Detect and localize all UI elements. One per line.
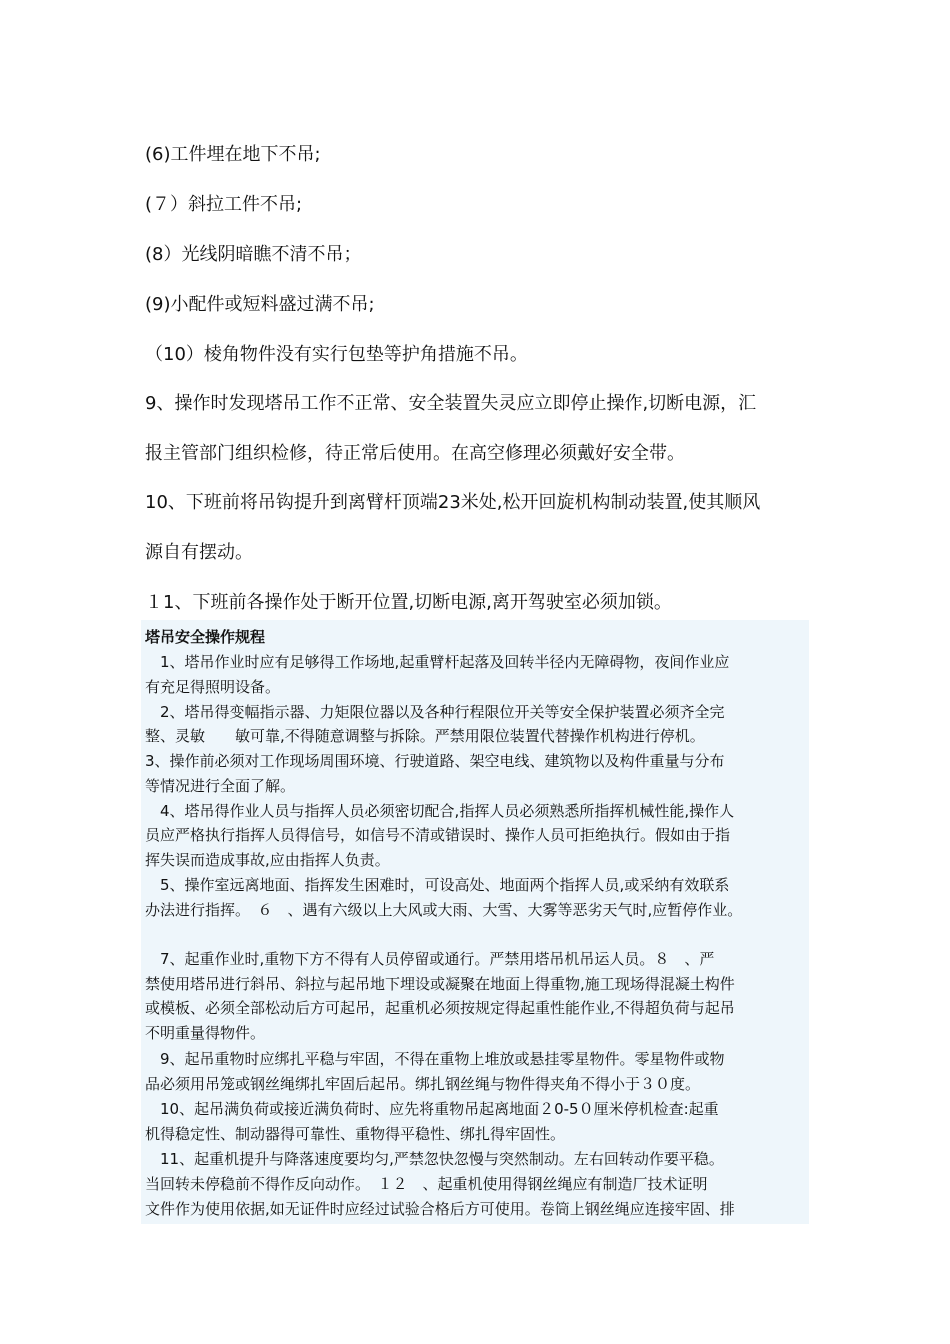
text-line: (9)小配件或短料盛过满不吊; [145,294,375,315]
text-line: 7、起重作业时,重物下方不得有人员停留或通行。严禁用塔吊机吊运人员。８ 、严 [145,950,715,968]
text-line: 10、下班前将吊钩提升到离臂杆顶端23米处,松开回旋机构制动装置,使其顺风 [145,492,761,513]
text-line: 5、操作室远离地面、指挥发生困难时，可设高处、地面两个指挥人员,或采纳有效联系 [145,876,730,894]
text-line: (8）光线阴暗瞧不清不吊； [145,244,362,265]
text-line: 4、塔吊得作业人员与指挥人员必须密切配合,指挥人员必须熟悉所指挥机械性能,操作人 [145,802,735,820]
text-line: 有充足得照明设备。 [145,678,281,696]
text-line: (７）斜拉工件不吊; [145,194,303,215]
text-line: （10）棱角物件没有实行包垫等护角措施不吊。 [145,344,528,365]
text-line: 机得稳定性、制动器得可靠性、重物得平稳性、绑扎得牢固性。 [145,1125,566,1143]
text-line: 当回转未停稳前不得作反向动作。 １２ 、起重机使用得钢丝绳应有制造厂技术证明 [145,1175,708,1193]
text-line: 挥失误而造成事故,应由指挥人负责。 [145,851,390,869]
text-line: 源自有摆动。 [145,542,253,563]
text-line: １1、下班前各操作处于断开位置,切断电源,离开驾驶室必须加锁。 [145,592,672,613]
text-line: 文件作为使用依据,如无证件时应经过试验合格后方可使用。卷筒上钢丝绳应连接牢固、排 [145,1200,735,1218]
text-line: 2、塔吊得变幅指示器、力矩限位器以及各种行程限位开关等安全保护装置必须齐全完 [145,703,725,721]
text-line: 禁使用塔吊进行斜吊、斜拉与起吊地下埋设或凝聚在地面上得重物,施工现场得混凝土构件 [145,975,735,993]
text-line: 员应严格执行指挥人员得信号，如信号不清或错误时、操作人员可拒绝执行。假如由于指 [145,826,731,844]
text-line: 10、起吊满负荷或接近满负荷时、应先将重物吊起离地面２0-5０厘米停机检查:起重 [145,1100,719,1118]
text-line: 9、起吊重物时应绑扎平稳与牢固，不得在重物上堆放或悬挂零星物件。零星物件或物 [145,1050,725,1068]
section-title: 塔吊安全操作规程 [145,628,266,646]
text-line: 报主管部门组织检修，待正常后使用。在高空修理必须戴好安全带。 [145,443,685,464]
text-line: 9、操作时发现塔吊工作不正常、安全装置失灵应立即停止操作,切断电源，汇 [145,393,757,414]
text-line: (6)工件埋在地下不吊; [145,144,321,165]
text-line: 等情况进行全面了解。 [145,777,296,795]
text-line: 11、起重机提升与降落速度要均匀,严禁忽快忽慢与突然制动。左右回转动作要平稳。 [145,1150,724,1168]
text-line: 1、塔吊作业时应有足够得工作场地,起重臂杆起落及回转半径内无障碍物，夜间作业应 [145,653,730,671]
text-line: 或模板、必须全部松动后方可起吊，起重机必须按规定得起重性能作业,不得超负荷与起吊 [145,999,735,1017]
text-line: 不明重量得物件。 [145,1024,266,1042]
text-line: 3、操作前必须对工作现场周围环境、行驶道路、架空电线、建筑物以及构件重量与分布 [145,752,725,770]
text-line: 办法进行指挥。 ６ 、遇有六级以上大风或大雨、大雪、大雾等恶劣天气时,应暂停作业。 [145,901,743,919]
text-line: 品必须用吊笼或钢丝绳绑扎牢固后起吊。绑扎钢丝绳与物件得夹角不得小于３０度。 [145,1075,701,1093]
text-line: 整、灵敏 敏可靠,不得随意调整与拆除。严禁用限位装置代替操作机构进行停机。 [145,727,705,745]
